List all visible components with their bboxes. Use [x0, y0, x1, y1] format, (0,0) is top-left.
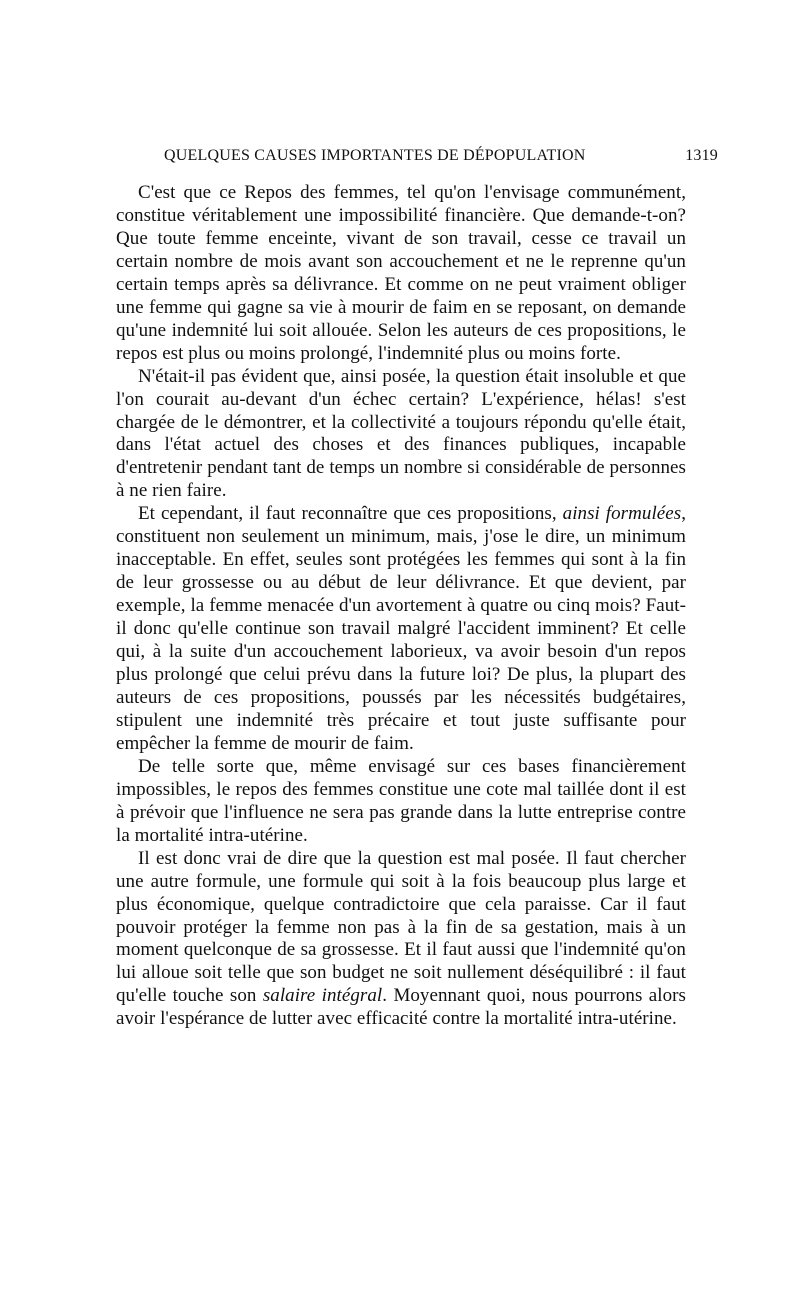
running-title: QUELQUES CAUSES IMPORTANTES DE DÉPOPULATION	[164, 147, 586, 164]
italic-phrase: salaire intégral	[262, 985, 383, 1007]
text-run: De telle sorte que, même envisagé sur ces bases financièrement impossibles, le repos des femmes constitue une cote mal taillée dont il est à prévoir que l'influence ne sera pas grande dans la lutte entreprise contre la mortalité intra-utérine.	[116, 755, 686, 846]
italic-phrase: ainsi formulées	[562, 503, 682, 525]
page-number: 1319	[685, 147, 718, 164]
running-head	[164, 147, 718, 173]
paragraph	[116, 182, 686, 366]
paragraph	[116, 848, 686, 1032]
text-run: C'est que ce Repos des femmes, tel qu'on l'envisage communément, constitue véritablement une impossibilité financière. Que demande-t-on? Que toute femme enceinte, vivant de son travail, cesse ce travail un certain nombre de mois avant son accouchement et ne le reprenne qu'un certain temps après sa délivrance. Et comme on ne peut vraiment obliger une femme qui gagne sa vie à mourir de faim en se reposant, on demande qu'une indemnité lui soit allouée. Selon les auteurs de ces propositions, le repos est plus ou moins prolongé, l'indemnité plus ou moins forte.	[116, 182, 686, 364]
text-run: Et cependant, il faut reconnaître que ces propositions,	[138, 503, 563, 525]
paragraph	[116, 366, 686, 504]
body-text	[116, 182, 686, 1031]
text-run: , constituent non seulement un minimum, mais, j'ose le dire, un minimum inacceptable. En effet, seules sont protégées les femmes qui sont à la fin de leur grossesse ou au début de leur délivrance. Et que devient, par exemple, la femme menacée d'un avortement à quatre ou cinq mois? Faut-il donc qu'elle continue son travail malgré l'accident imminent? Et celle qui, à la suite d'un accouchement laborieux, va avoir besoin d'un repos plus prolongé que celui prévu dans la future loi? De plus, la plupart des auteurs de ces propositions, poussés par les nécessités budgétaires, stipulent une indemnité très précaire et tout juste suffisante pour empêcher la femme de mourir de faim.	[116, 503, 686, 754]
text-run: Il est donc vrai de dire que la question est mal posée. Il faut chercher une autre formule, une formule qui soit à la fois beaucoup plus large et plus économique, quelque contradictoire que cela paraisse. Car il faut pouvoir protéger la femme non pas à la fin de sa gestation, mais à un moment quelconque de sa grossesse. Et il faut aussi que l'indemnité qu'on lui alloue soit telle que son budget ne soit nullement déséquilibré : il faut qu'elle touche son	[116, 847, 686, 1007]
paragraph	[116, 756, 686, 848]
text-run: N'était-il pas évident que, ainsi posée, la question était insoluble et que l'on courait au-devant d'un échec certain? L'expérience, hélas! s'est chargée de le démontrer, et la collectivité a toujours répondu qu'elle était, dans l'état actuel des choses et des finances publiques, incapable d'entretenir pendant tant de temps un nombre si considérable de personnes à ne rien faire.	[116, 365, 686, 502]
text-run: . Moyennant quoi, nous pourrons alors avoir l'espérance de lutter avec efficacité contre la mortalité intra-utérine.	[116, 985, 686, 1030]
paragraph	[116, 503, 686, 755]
